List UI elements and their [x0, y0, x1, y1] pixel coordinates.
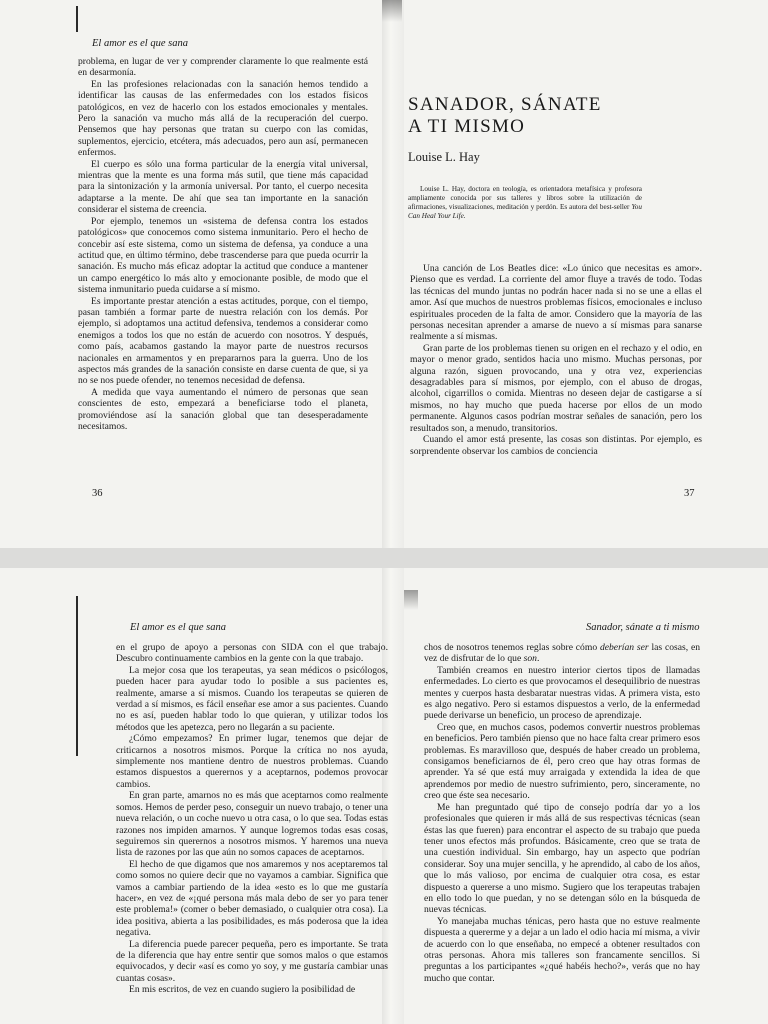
paragraph: Yo manejaba muchas ténicas, pero hasta que no estuve realmente dispuesta a quererme y a dejar a un lado el odio hacia mí misma, a vivir de acuerdo con lo que enseñaba, no empecé a obtener resultados con otras personas. Ahora mis talleres son francamente sencillos. Si preguntas a los participantes «¿qué habéis hecho?», verás que no hay mucho que contar.: [424, 915, 700, 984]
chapter-title-line: A TI MISMO: [408, 116, 526, 137]
paragraph: problema, en lugar de ver y comprender claramente lo que realmente está en desarmonía.: [78, 56, 368, 79]
page-number: 37: [684, 488, 695, 499]
paragraph: Gran parte de los problemas tienen su origen en el rechazo y el odio, en mayor o menor grado, sentidos hacia uno mismo. Muchas personas, por alguna razón, siguen provocando, una y otra vez, experiencias desagradables para sí mismos, por ejemplo, con el abuso de drogas, alcohol, cigarrillos o comida. Mientras no deseen dejar de castigarse a sí mismos, no hay mucho que pueda hacerse por ellos de un modo permanente. Algunos casos podrían mostrar señales de sanación, pero los resultados son, a menudo, transitorios.: [410, 342, 702, 434]
paragraph: La mejor cosa que los terapeutas, ya sean médicos o psicólogos, pueden hacer para ayudar todo lo posible a sus pacientes es, realmente, amarse a sí mismos. Cuando los terapeutas se quieren de verdad a sí mismos, es fácil enseñar ese amor a sus pacientes. Cuando no es así, pueden hablar todo lo que quieran, y utilizar todos los métodos que les apetezca, pero no llegarán a su paciente.: [116, 664, 388, 733]
left-page-text: [78, 56, 368, 432]
chapter-title: [408, 94, 602, 138]
paragraph: en el grupo de apoyo a personas con SIDA con el que trabajo. Descubro continuamente cambios en la gente con la que trabajo.: [116, 642, 388, 665]
bottom-corner-shadow: [404, 590, 418, 610]
paragraph: La diferencia puede parecer pequeña, pero es importante. Se trata de la diferencia que hay entre sentir que somos malos o que estamos equivocados, y decir «así es como yo soy, y me gustaría cambiar unas cuantas cosas».: [116, 938, 388, 984]
paragraph: ¿Cómo empezamos? En primer lugar, tenemos que dejar de criticarnos a nosotros mismos. Porque la crítica no nos ayuda, simplemente nos mantiene dentro de nuestros problemas. Cuando estamos dispuestos a querernos y a aceptarnos, podemos provocar cambios.: [116, 733, 388, 790]
running-head: Sanador, sánate a ti mismo: [586, 622, 700, 633]
paragraph: En las profesiones relacionadas con la sanación hemos tendido a identificar las causas de las enfermedades con los estados físicos patológicos, en vez de hacerlo con los estados emocionales y mentales. Pero la sanación va mucho más allá de la recuperación del cuerpo. Pensemos que hay personas que tratan su cuerpo con las comidas, suplementos, ejercicio, etcétera, más adecuados, pero aun así, permanecen enfermos.: [78, 78, 368, 159]
left-edge-mark: [76, 596, 78, 756]
paragraph: A medida que vaya aumentando el número de personas que sean conscientes de esto, empezará a beneficiarse todo el planeta, promoviéndose así la sanación global que tan desesperadamente necesitamos.: [78, 386, 368, 432]
book-title: You Can Heal Your Life.: [408, 203, 642, 221]
emphasis: deberían ser: [599, 642, 649, 653]
author-bio: [408, 185, 642, 221]
paragraph: El cuerpo es sólo una forma particular de la energía vital universal, mientras que la mente es una forma más sutil, que tiene más capacidad para la sintonización y la armonía universal. Por tanto, el cuerpo necesita adaptarse a la mente. De ahí que sea tan importante en la sanación considerar el sistema de creencia.: [78, 158, 368, 216]
right-page-text: [410, 263, 702, 457]
running-head: El amor es el que sana: [92, 38, 188, 49]
left-edge-mark: [76, 6, 78, 32]
paragraph: Me han preguntado qué tipo de consejo podría dar yo a los profesionales que quieren ir más allá de sus respectivas técnicas (sean éstas las que fueren) para encontrar el aspecto de su trabajo que pueda tener unos efectos más profundos. Básicamente, creo que se trata de una cuestión individual. Sin embargo, hay un aspecto que podrían considerar. Soy una mujer sencilla, y he aprendido, al cabo de los años, que lo más valioso, por encima de cualquier otra cosa, es estar dispuesto a quererse a uno mismo. Sugiero que los terapeutas trabajen en ello todo lo que puedan, y no se detengan sólo en la búsqueda de nuevas técnicas.: [424, 801, 700, 916]
paragraph: En mis escritos, de vez en cuando sugiero la posibilidad de: [129, 984, 356, 996]
paragraph: Es importante prestar atención a estas actitudes, porque, con el tiempo, pasan también a formar parte de nuestra relación con los demás. Por ejemplo, si adoptamos una actitud defensiva, tendemos a considerar como enemigos a todos los que no están de acuerdo con nosotros. Y después, como país, acabamos gastando la mayor parte de nuestros recursos nacionales en armamentos y en prepararnos para la guerra. Uno de los aspectos más grandes de la sanación consiste en darse cuenta de que, si ya no se nos puede ofender, no tenemos necesidad de defensa.: [78, 295, 368, 387]
paragraph: Cuando el amor está presente, las cosas son distintas. Por ejemplo, es sorprendente observar los cambios de conciencia: [410, 434, 702, 457]
paragraph: El hecho de que digamos que nos amaremos y nos aceptaremos tal como somos no quiere decir que no vayamos a cambiar. Significa que vamos a cambiar partiendo de la idea «esto es lo que me gustaría hacer», en vez de «¡qué persona más mala debo de ser yo para tener este problema!» (comer o beber demasiado, o cualquier otra cosa). La idea positiva, abierta a las posibilidades, es más poderosa que la idea negativa.: [116, 858, 388, 939]
top-corner-shadow: [382, 0, 402, 22]
paragraph: Una canción de Los Beatles dice: «Lo único que necesitas es amor». Pienso que es verdad. La corriente del amor fluye a través de todo. Todas las técnicas del mundo juntas no podrán hacer nada si no se une a ellas el amor. Así que muchos de nuestros problemas físicos, emocionales e incluso espirituales proceden de la falta de amor. Considero que la mayoría de las personas necesitan aprender a amarse de nuevo a sí mismas para sanarse realmente a sí mismas.: [410, 263, 702, 343]
paragraph: También creamos en nuestro interior ciertos tipos de llamadas enfermedades. Lo cierto es que provocamos el desequilibrio de nuestras mentes y cuerpos hasta desbaratar nuestras vidas. A primera vista, esto es algo negativo. Pero si estamos dispuestos a verlo, de la enfermedad puede derivarse un beneficio, un proceso de aprendizaje.: [424, 664, 700, 722]
chapter-title-line: SANADOR, SÁNATE: [408, 94, 602, 115]
paragraph: Por ejemplo, tenemos un «sistema de defensa contra los estados patológicos» que conocemos como sistema inmunitario. Pero el hecho de concebir así este sistema, como un sistema de defensa, ya conduce a una actitud que, en último término, debe trascenderse para que pueda ocurrir la sanación. Es mucho más eficaz adoptar la actitud que conduce a mantener un campo energético lo más alto y emocionante posible, de modo que el sistema inmunitario pueda cuidarse a sí mismo.: [78, 215, 368, 296]
author-bio-text: Louise L. Hay, doctora en teología, es orientadora metafísica y profesora ampliamente conocida por sus talleres y libros sobre la utilización de afirmaciones, visualizaciones, meditación y perdón. Es autora del best-seller: [408, 185, 642, 212]
paragraph: En gran parte, amarnos no es más que aceptarnos como realmente somos. Hemos de perder peso, conseguir un nuevo trabajo, o tener una nueva relación, o un coche nuevo u otra casa, o lo que sea. Todas estas razones nos impiden amarnos. Y aunque logremos todas esas cosas, seguiremos sin querernos a nosotros mismos. Y haremos una nueva lista de razones por las que aún no somos capaces de aceptarnos.: [116, 790, 388, 859]
paragraph: Creo que, en muchos casos, podemos convertir nuestros problemas en beneficios. Pero también pienso que no hace falta crear primero esos problemas. Es maravilloso que, después de haber creado un problema, consigamos beneficiarnos de él, pero creo que hay otras formas de aprender. Ya sé que está muy arraigada y extendida la idea de que aprendemos por medio de nuestro sufrimiento, pero, sinceramente, no creo que éste sea necesario.: [424, 721, 700, 802]
chapter-author: Louise L. Hay: [408, 150, 480, 164]
page-number: 36: [92, 488, 103, 499]
text-run: .: [536, 653, 540, 665]
text-run: chos de nosotros tenemos reglas sobre cómo: [424, 642, 600, 653]
emphasis: son: [523, 653, 537, 665]
paragraph: [424, 642, 700, 665]
top-gutter: [382, 0, 404, 548]
left-page-text: [116, 642, 388, 996]
running-head: El amor es el que sana: [130, 622, 226, 633]
right-page-text: [424, 642, 700, 984]
text-run: las cosas, en vez de disfrutar de lo que: [424, 642, 701, 665]
bottom-spread: [0, 568, 768, 1024]
